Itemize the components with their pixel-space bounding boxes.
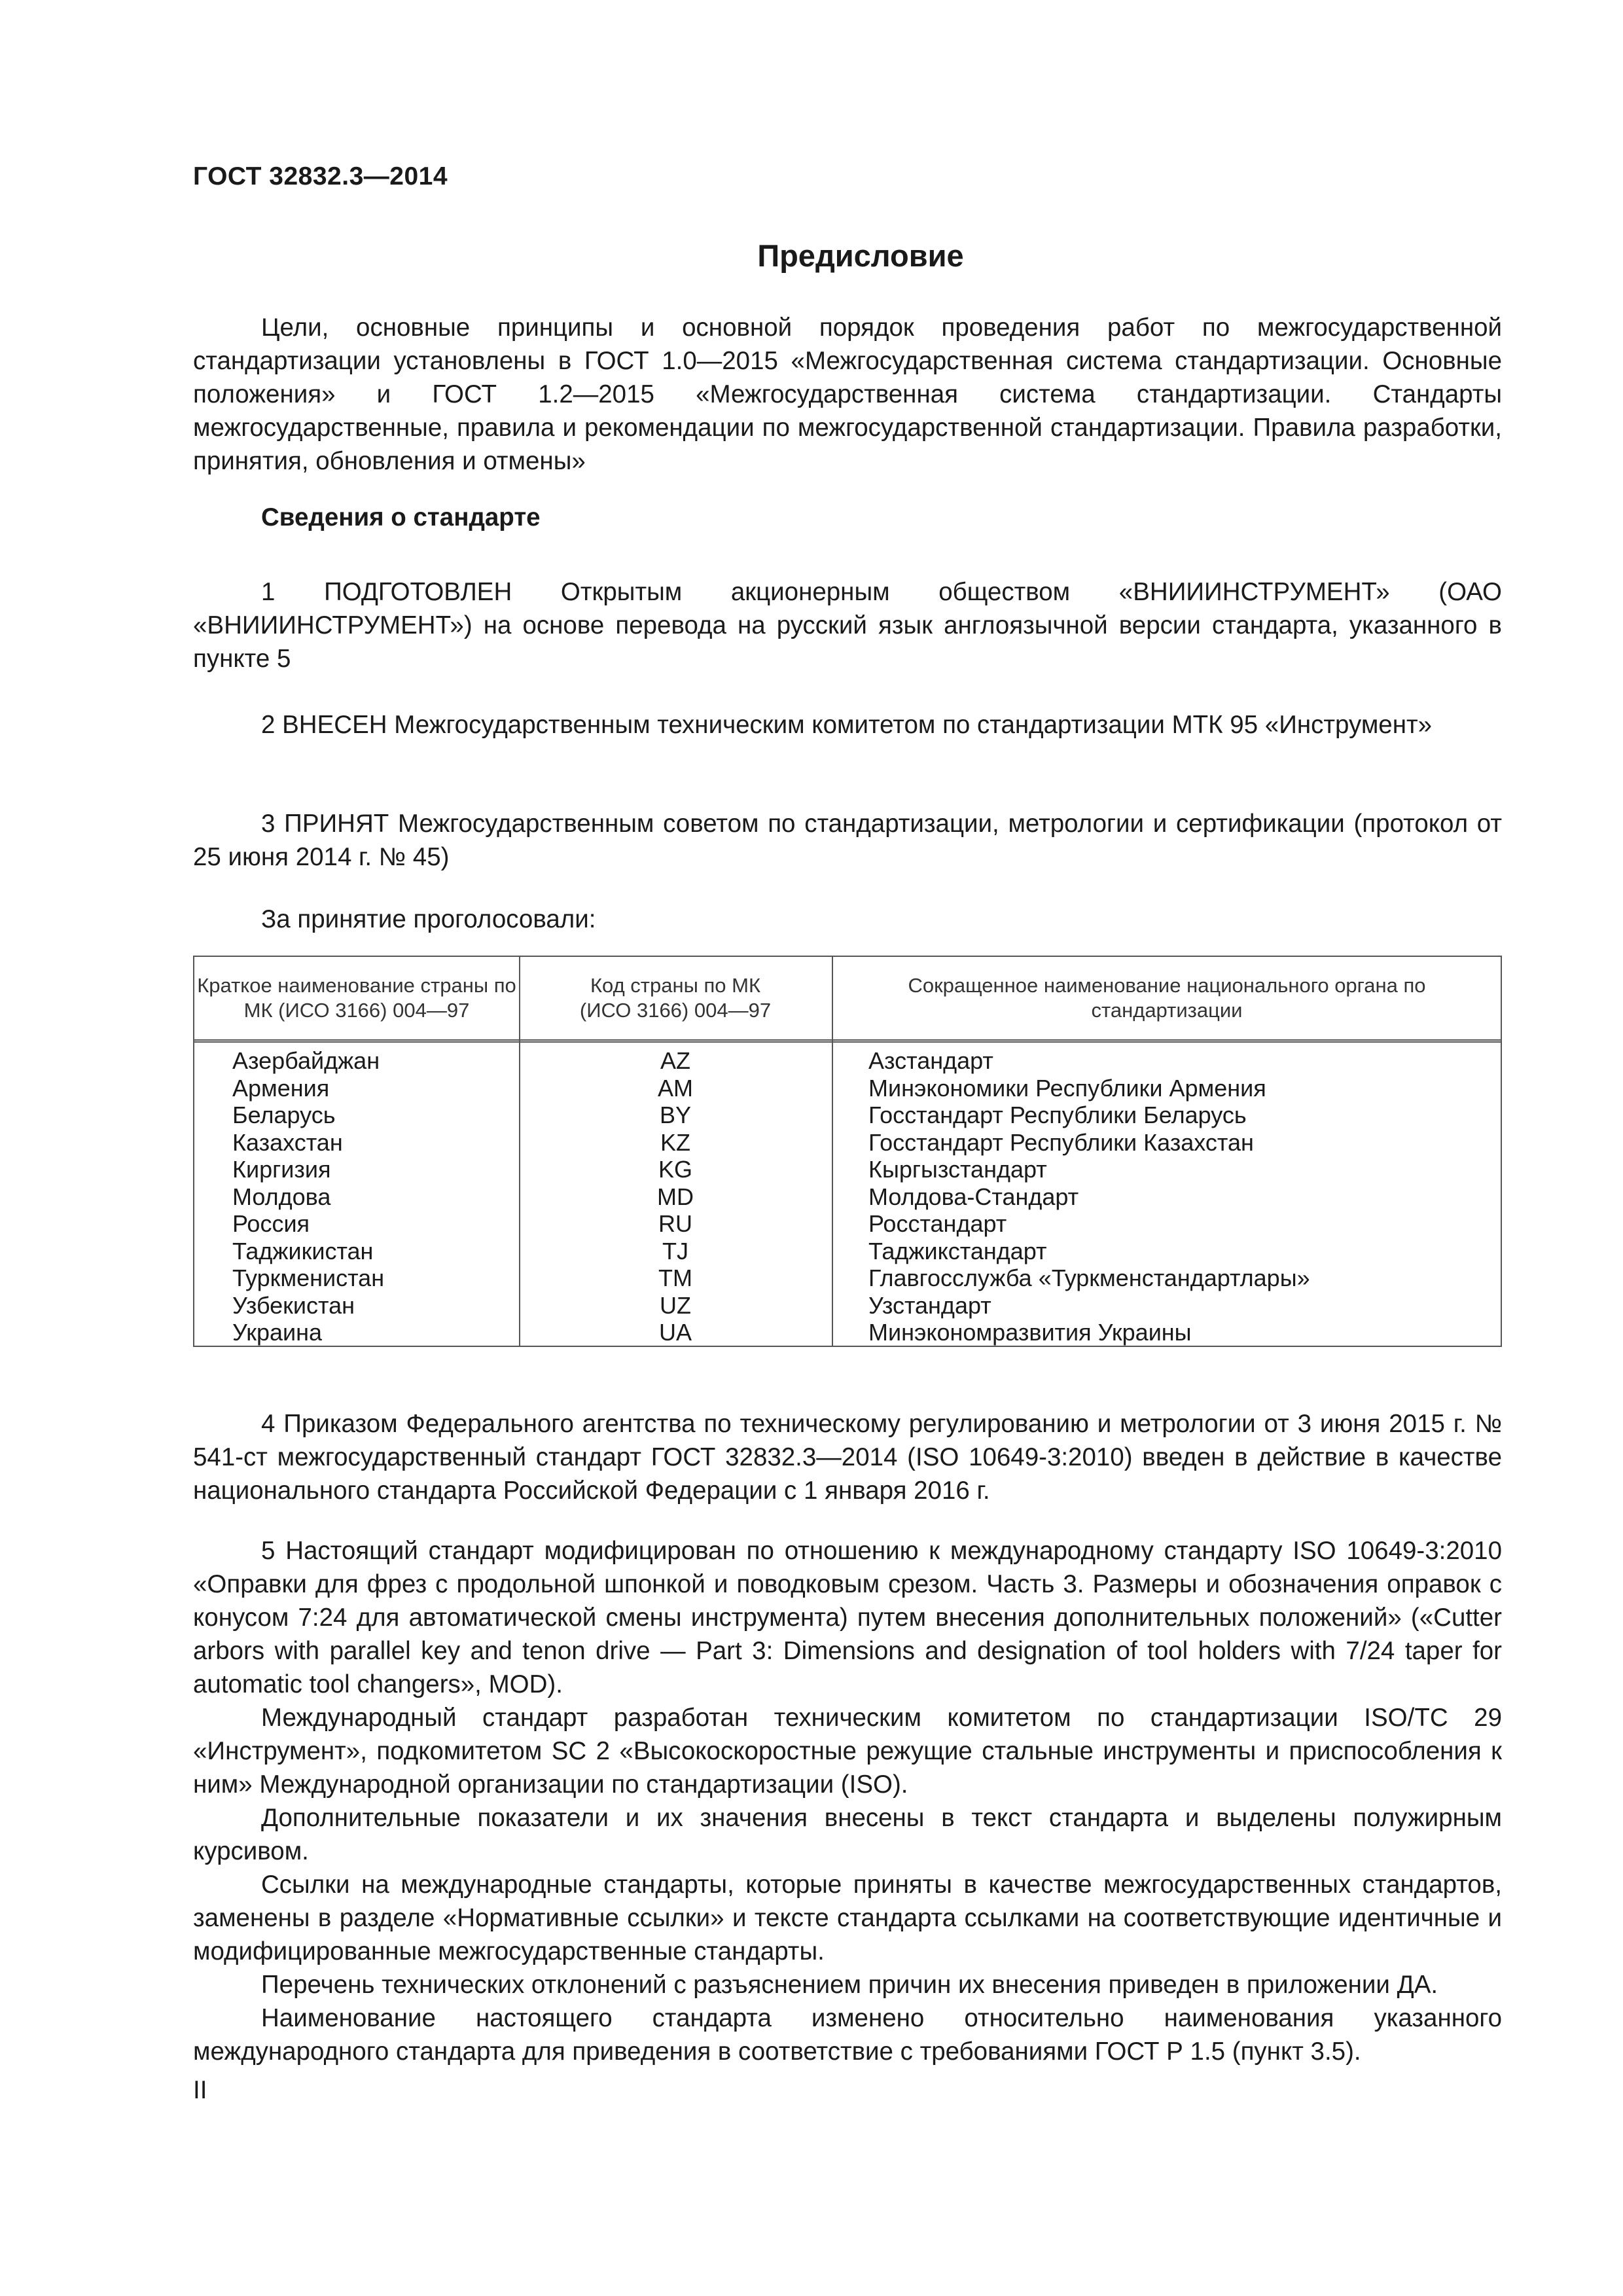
item-5-para: 5 Настоящий стандарт модифицирован по отношению к международному стандарту ISO 10649-3:2010 «Оправки для фрез с продольной шпонкой и поводковым срезом. Часть 3. Размеры и обозначения оправок с конусом 7:24 для автоматической смены инструмента) путем внесения дополнительных положений» («Cutter arbors with parallel key and tenon drive — Part 3: Dimensions and designation of tool holders with 7/24 taper for automatic tool changers», MOD). — [193, 1537, 1502, 1698]
section-subheading: Сведения о стандарте — [261, 503, 541, 531]
table-cell-body: Госстандарт Республики Казахстан — [868, 1128, 1254, 1156]
table-cell-code: KZ — [660, 1128, 690, 1156]
table-cell-country: Азербайджан — [232, 1047, 380, 1074]
item-5 — [193, 1534, 1502, 2068]
item-2 — [193, 708, 1502, 742]
table-cell-body: Азстандарт — [868, 1047, 993, 1074]
item-3 — [193, 807, 1502, 874]
item-4 — [193, 1407, 1502, 1507]
table-cell-body: Минэкономики Республики Армения — [868, 1074, 1266, 1102]
intro-text: Цели, основные принципы и основной порядок проведения работ по межгосударственной стандартизации установлены в ГОСТ 1.0—2015 «Межгосударственная система стандартизации. Основные положения» и ГОСТ 1.2—2015 «Межгосударственная система стандартизации. Стандарты межгосударственные, правила и рекомендации по межгосударственной стандартизации. Правила разработки, принятия, обновления и отмены» — [193, 314, 1502, 475]
body-column — [868, 1047, 1490, 1346]
page-title: Предисловие — [757, 238, 964, 273]
table-cell-country: Молдова — [232, 1183, 331, 1210]
table-header-code-text: Код страны по МК (ИСО 3166) 004—97 — [579, 974, 772, 1022]
item-5-para: Перечень технических отклонений с разъяснением причин их внесения приведен в приложении ДА. — [261, 1971, 1438, 1999]
table-cell-body: Росстандарт — [868, 1210, 1007, 1237]
table-cell-country: Узбекистан — [232, 1291, 355, 1319]
page-number: II — [193, 2076, 207, 2104]
table-header-body — [832, 957, 1502, 1039]
table-cell-code: KG — [658, 1156, 692, 1183]
code-column — [519, 1047, 832, 1346]
table-cell-code: TM — [658, 1265, 692, 1291]
voting-table — [193, 956, 1502, 1347]
item-4-text: 4 Приказом Федерального агентства по техническому регулированию и метрологии от 3 июня 2015 г. № 541-ст межгосударственный стандарт ГОСТ 32832.3—2014 (ISO 10649-3:2010) введен в действие в качестве национального стандарта Российской Федерации с 1 января 2016 г. — [193, 1410, 1502, 1505]
table-cell-body: Кыргызстандарт — [868, 1156, 1047, 1183]
item-5-para: Дополнительные показатели и их значения внесены в текст стандарта и выделены полужирным курсивом. — [193, 1804, 1502, 1865]
table-cell-country: Украина — [232, 1319, 323, 1346]
item-5-para: Наименование настоящего стандарта изменено относительно наименования указанного международного стандарта для приведения в соответствие с требованиями ГОСТ Р 1.5 (пункт 3.5). — [193, 2004, 1502, 2066]
table-cell-code: BY — [659, 1102, 692, 1128]
table-cell-code: UA — [658, 1319, 692, 1346]
table-cell-code: AM — [658, 1074, 693, 1102]
table-cell-body: Узстандарт — [868, 1291, 991, 1319]
intro-paragraph — [193, 311, 1502, 478]
table-header-country — [194, 957, 519, 1039]
item-2-text: 2 ВНЕСЕН Межгосударственным техническим комитетом по стандартизации МТК 95 «Инструмент» — [261, 711, 1433, 739]
item-3-text: 3 ПРИНЯТ Межгосударственным советом по стандартизации, метрологии и сертификации (протокол от 25 июня 2014 г. № 45) — [193, 810, 1502, 871]
table-header-code — [519, 957, 832, 1039]
table-cell-body: Таджикстандарт — [868, 1237, 1047, 1265]
table-cell-country: Беларусь — [232, 1102, 336, 1128]
table-cell-body: Госстандарт Республики Беларусь — [868, 1102, 1247, 1128]
table-cell-code: UZ — [660, 1291, 691, 1319]
table-cell-country: Таджикистан — [232, 1237, 374, 1265]
table-cell-body: Минэкономразвития Украины — [868, 1319, 1192, 1346]
table-cell-country: Киргизия — [232, 1156, 331, 1183]
item-1 — [193, 575, 1502, 675]
table-header-country-text: Краткое наименование страны по МК (ИСО 3166) 004—97 — [197, 974, 516, 1022]
table-cell-code: MD — [657, 1183, 694, 1210]
table-cell-code: RU — [658, 1210, 692, 1237]
table-cell-country: Россия — [232, 1210, 310, 1237]
table-divider — [832, 957, 833, 1346]
table-cell-code: AZ — [660, 1047, 690, 1074]
vote-caption: За принятие проголосовали: — [261, 905, 596, 933]
document-header: ГОСТ 32832.3—2014 — [193, 162, 448, 190]
table-cell-body: Молдова-Стандарт — [868, 1183, 1079, 1210]
table-cell-country: Казахстан — [232, 1128, 343, 1156]
item-5-para: Ссылки на международные стандарты, которые приняты в качестве межгосударственных стандартов, заменены в разделе «Нормативные ссылки» и тексте стандарта ссылками на соответствующие идентичные и модифицированные межгосударственные стандарты. — [193, 1871, 1502, 1965]
table-cell-country: Туркменистан — [232, 1265, 385, 1291]
item-1-text: 1 ПОДГОТОВЛЕН Открытым акционерным обществом «ВНИИИНСТРУМЕНТ» (ОАО «ВНИИИНСТРУМЕНТ») на основе перевода на русский язык англоязычной версии стандарта, указанного в пункте 5 — [193, 578, 1502, 673]
table-header-rule — [194, 1039, 1501, 1043]
table-cell-country: Армения — [232, 1074, 330, 1102]
table-cell-code: TJ — [662, 1237, 688, 1265]
table-header-body-text: Сокращенное наименование национального органа по стандартизации — [908, 974, 1426, 1022]
table-cell-body: Главгосслужба «Туркменстандартлары» — [868, 1265, 1310, 1291]
country-column — [232, 1047, 507, 1346]
item-5-para: Международный стандарт разработан техническим комитетом по стандартизации ISO/TC 29 «Инструмент», подкомитетом SC 2 «Высокоскоростные режущие стальные инструменты и приспособления к ним» Международной организации по стандартизации (ISO). — [193, 1704, 1502, 1799]
